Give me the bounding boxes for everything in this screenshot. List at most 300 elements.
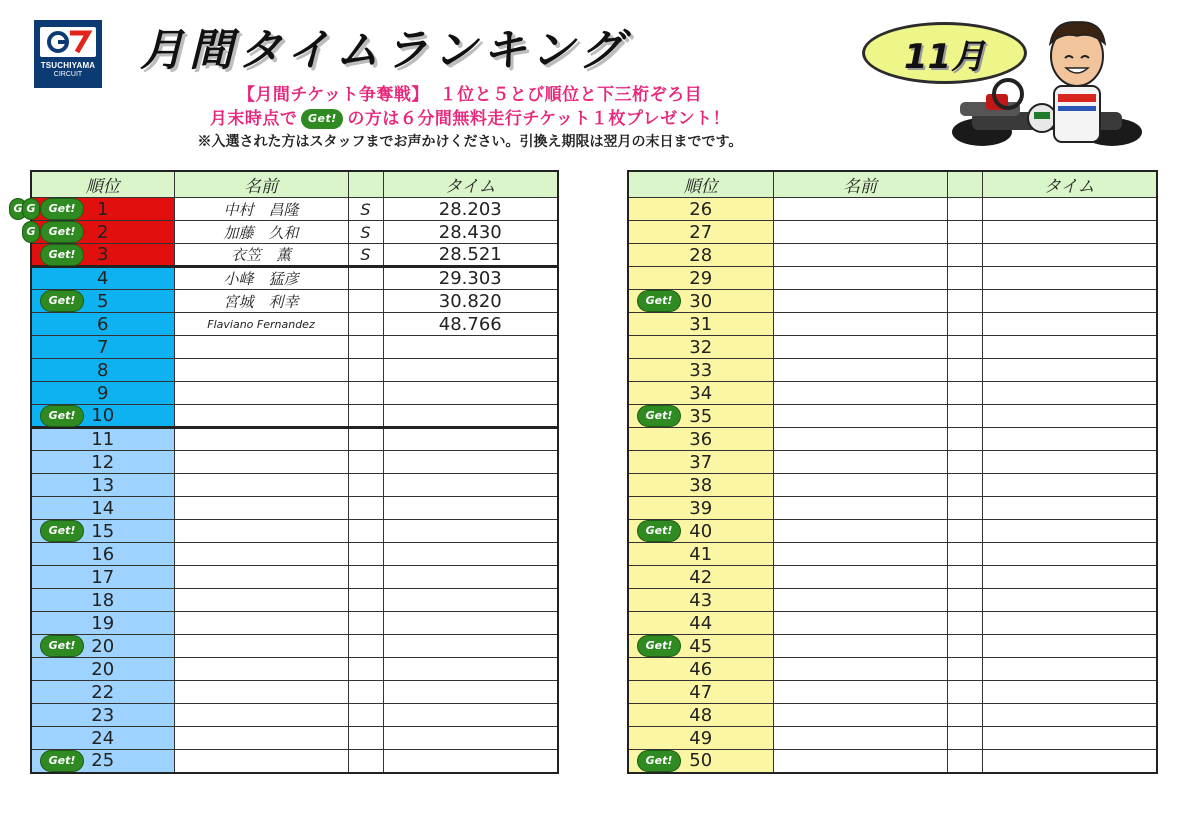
table-row [31,267,558,290]
driver-name [174,474,348,497]
table-row [31,566,558,589]
lap-time [383,658,558,681]
campaign-notice: 【月間チケット争奪戦】 １位と５とび順位と下三桁ぞろ目 [237,85,703,105]
rank-number: 5 [97,290,109,312]
rank-cell [628,313,773,336]
lap-time [982,635,1157,658]
rank-cell [628,428,773,451]
rank-cell [628,221,773,244]
driver-class [947,336,982,359]
rank-number: 40 [689,520,713,542]
table-row [628,727,1157,750]
driver-class [947,359,982,382]
rank-number: 26 [689,198,713,220]
rank-cell [31,589,174,612]
driver-name [174,681,348,704]
driver-name: 加藤 久和 [174,221,348,244]
get-badge-icon: Get! [638,406,680,426]
lap-time [982,313,1157,336]
driver-class [348,566,383,589]
rank-number: 19 [91,612,115,634]
rank-number: 39 [689,497,713,519]
driver-class [947,221,982,244]
table-row [31,727,558,750]
lap-time [383,497,558,520]
driver-name [773,290,947,313]
driver-name [174,750,348,773]
driver-class [947,750,982,773]
rank-number: 33 [689,359,713,381]
table-row [628,382,1157,405]
get-badge-icon: Get! [638,751,680,771]
table-row [628,451,1157,474]
rank-cell [31,267,174,290]
rank-number: 29 [689,267,713,289]
header-rank: 順位 [628,171,773,198]
rank-number: 35 [689,405,713,427]
rank-number: 6 [97,313,109,335]
rank-number: 7 [97,336,109,358]
driver-class [348,313,383,336]
rank-cell [31,405,174,428]
table-row [628,589,1157,612]
rank-cell [31,336,174,359]
lap-time [383,336,558,359]
driver-class [947,497,982,520]
rank-cell [628,198,773,221]
rank-number: 50 [689,750,713,772]
table-header-row [31,171,558,198]
rank-number: 17 [91,566,115,588]
driver-name [773,727,947,750]
lap-time: 28.521 [383,244,558,267]
rank-cell [628,566,773,589]
rank-number: 42 [689,566,713,588]
driver-class [348,405,383,428]
rank-number: 4 [97,268,109,289]
driver-class [947,635,982,658]
lap-time [982,612,1157,635]
lap-time [383,589,558,612]
table-row [628,290,1157,313]
driver-name [174,612,348,635]
table-row [31,589,558,612]
table-row [628,313,1157,336]
get-badge-icon: Get! [41,222,83,242]
driver-class: S [348,221,383,244]
rank-cell [31,727,174,750]
get-badge-icon: Get! [41,751,83,771]
rank-cell [31,474,174,497]
table-row [31,359,558,382]
driver-name [773,750,947,773]
driver-name [773,336,947,359]
table-row [628,336,1157,359]
lap-time [982,566,1157,589]
table-row [628,497,1157,520]
rank-cell [628,290,773,313]
rank-cell [628,244,773,267]
lap-time [982,750,1157,773]
driver-class [348,428,383,451]
driver-class [947,566,982,589]
lap-time [383,681,558,704]
driver-name [773,267,947,290]
rank-cell [628,750,773,773]
table-row [31,451,558,474]
driver-class [947,612,982,635]
rank-number: 2 [97,221,109,243]
driver-class: S [348,198,383,221]
driver-class: S [348,244,383,267]
driver-class [348,543,383,566]
driver-name [174,405,348,428]
driver-name [174,658,348,681]
rank-number: 48 [689,704,713,726]
driver-name: 宮城 利幸 [174,290,348,313]
table-row [31,635,558,658]
table-row [31,612,558,635]
lap-time [982,198,1157,221]
prize-notice-post: の方は６分間無料走行チケット１枚プレゼント！ [347,109,731,129]
header-rank: 順位 [31,171,174,198]
driver-class [348,612,383,635]
rank-cell [628,382,773,405]
rank-cell [31,290,174,313]
rank-cell [628,681,773,704]
rank-cell [31,244,174,267]
table-row [31,428,558,451]
driver-class [947,727,982,750]
table-row [31,474,558,497]
table-row [628,520,1157,543]
lap-time [982,589,1157,612]
rank-number: 36 [689,428,713,450]
rank-number: 8 [97,359,109,381]
rank-cell [31,612,174,635]
table-row [628,612,1157,635]
driver-class [947,382,982,405]
rank-number: 46 [689,658,713,680]
driver-name [773,198,947,221]
driver-name: Flaviano Fernandez [174,313,348,336]
driver-class [947,520,982,543]
driver-class [348,681,383,704]
lap-time [982,704,1157,727]
rank-number: 34 [689,382,713,404]
rank-cell [31,750,174,773]
lap-time: 30.820 [383,290,558,313]
rank-number: 38 [689,474,713,496]
get-badge-icon: Get! [41,291,83,311]
lap-time [383,704,558,727]
rank-cell [31,359,174,382]
rank-cell [628,497,773,520]
lap-time [383,750,558,773]
driver-class [947,704,982,727]
header-class [947,171,982,198]
table-row [628,704,1157,727]
lap-time [982,474,1157,497]
driver-class [947,290,982,313]
driver-class [947,244,982,267]
table-row [628,543,1157,566]
rank-number: 23 [91,704,115,726]
driver-class [348,382,383,405]
prize-notice-pre: 月末時点で [209,109,298,129]
g-badge-icon: G [23,222,39,242]
rank-cell [31,497,174,520]
lap-time [982,727,1157,750]
driver-class [947,658,982,681]
rank-number: 28 [689,244,713,266]
table-row [31,290,558,313]
ranking-table-left [13,170,559,774]
lap-time: 28.430 [383,221,558,244]
lap-time [383,612,558,635]
rank-number: 45 [689,635,713,657]
driver-name [773,589,947,612]
header-class [348,171,383,198]
driver-name [773,681,947,704]
rank-number: 10 [91,405,115,426]
rank-cell [628,704,773,727]
table-row [628,221,1157,244]
rank-cell [31,681,174,704]
driver-name [174,589,348,612]
page-title: 月間タイムランキング [140,25,628,76]
lap-time [982,543,1157,566]
table-row [31,704,558,727]
rank-cell [31,428,174,451]
table-row [628,635,1157,658]
driver-name [174,497,348,520]
table-row [31,244,558,267]
rank-number: 32 [689,336,713,358]
driver-class [947,313,982,336]
rank-number: 9 [97,382,109,404]
ranking-table-right [627,170,1158,774]
rank-number: 14 [91,497,115,519]
lap-time [383,566,558,589]
driver-class [348,635,383,658]
table-row [31,382,558,405]
driver-name [773,474,947,497]
driver-name [773,405,947,428]
rank-cell [628,474,773,497]
driver-class [348,497,383,520]
rank-cell [628,612,773,635]
get-badge-icon: Get! [41,521,83,541]
rank-cell [628,589,773,612]
month-badge: 11月 [862,22,1027,84]
driver-name [174,727,348,750]
rank-cell [628,543,773,566]
table-row [628,267,1157,290]
driver-class [947,681,982,704]
rank-cell [628,727,773,750]
rank-cell [628,635,773,658]
driver-class [348,290,383,313]
circuit-logo [34,20,102,88]
get-badge-icon: Get! [41,245,83,265]
g-badge-icon: G [23,199,39,219]
driver-name [174,382,348,405]
lap-time: 29.303 [383,267,558,290]
driver-name [773,428,947,451]
table-row [31,658,558,681]
driver-name [174,451,348,474]
driver-name [773,497,947,520]
rank-number: 20 [91,635,115,657]
get-badge-icon: Get! [41,406,83,426]
driver-name [174,359,348,382]
rank-cell [628,405,773,428]
driver-mascot-icon [942,14,1152,154]
rank-cell [628,451,773,474]
header-name: 名前 [174,171,348,198]
table-row [31,543,558,566]
lap-time [982,382,1157,405]
table-row [628,681,1157,704]
driver-class [947,405,982,428]
lap-time [982,681,1157,704]
rank-cell [628,336,773,359]
rank-cell [31,704,174,727]
logo-subname: CIRCUIT [53,71,83,78]
driver-name: 衣笠 薫 [174,244,348,267]
driver-name [773,520,947,543]
rank-number: 47 [689,681,713,703]
table-row [628,359,1157,382]
lap-time [982,405,1157,428]
lap-time [383,543,558,566]
driver-name [773,704,947,727]
driver-class [947,198,982,221]
g-badge-icon: G [10,199,26,219]
driver-name [174,543,348,566]
table-row [31,198,558,221]
lap-time: 48.766 [383,313,558,336]
driver-name: 中村 昌隆 [174,198,348,221]
driver-class [947,267,982,290]
rank-cell [31,566,174,589]
rank-cell [31,382,174,405]
rank-cell [628,520,773,543]
driver-name: 小峰 猛彦 [174,267,348,290]
get-badge-icon: Get! [638,636,680,656]
lap-time [383,635,558,658]
rank-number: 49 [689,727,713,749]
get-badge-icon: Get! [301,109,343,129]
rank-number: 24 [91,727,115,749]
driver-name [174,566,348,589]
prize-notice [0,104,940,129]
driver-name [174,520,348,543]
rank-number: 25 [91,750,115,772]
driver-class [947,474,982,497]
table-row [628,428,1157,451]
driver-name [773,244,947,267]
table-row [628,198,1157,221]
rank-cell [31,635,174,658]
lap-time [982,221,1157,244]
header-name: 名前 [773,171,947,198]
table-header-row [628,171,1157,198]
table-row [31,405,558,428]
table-row [628,244,1157,267]
lap-time [383,359,558,382]
lap-time [982,428,1157,451]
driver-name [174,336,348,359]
driver-name [773,635,947,658]
rank-cell [13,198,174,221]
rank-number: 18 [91,589,115,611]
lap-time [383,474,558,497]
driver-name [773,566,947,589]
driver-class [947,589,982,612]
lap-time [982,290,1157,313]
rank-cell [31,543,174,566]
driver-class [947,428,982,451]
redeem-notice: ※入選された方はスタッフまでお声かけください。引換え期限は翌月の末日までです。 [197,134,743,150]
driver-name [174,635,348,658]
table-row [628,658,1157,681]
rank-number: 3 [97,244,109,265]
driver-class [348,750,383,773]
driver-class [947,451,982,474]
driver-class [348,451,383,474]
rank-number: 37 [689,451,713,473]
driver-class [348,589,383,612]
rank-number: 44 [689,612,713,634]
table-row [31,221,558,244]
header-time: タイム [982,171,1157,198]
driver-name [773,359,947,382]
get-badge-icon: Get! [41,199,83,219]
table-row [628,750,1157,773]
rank-number: 11 [91,429,115,450]
table-row [31,681,558,704]
table-row [628,566,1157,589]
lap-time [982,359,1157,382]
header-time: タイム [383,171,558,198]
lap-time [982,520,1157,543]
table-row [31,750,558,773]
driver-name [773,543,947,566]
rank-cell [31,658,174,681]
lap-time [383,727,558,750]
rank-cell [628,658,773,681]
lap-time: 28.203 [383,198,558,221]
table-row [31,520,558,543]
lap-time [982,451,1157,474]
rank-cell [26,221,174,244]
lap-time [982,497,1157,520]
driver-name [773,658,947,681]
table-row [31,313,558,336]
get-badge-icon: Get! [638,291,680,311]
rank-number: 27 [689,221,713,243]
driver-name [174,428,348,451]
rank-number: 30 [689,290,713,312]
rank-number: 31 [689,313,713,335]
lap-time [982,267,1157,290]
table-row [31,497,558,520]
driver-class [947,543,982,566]
driver-name [773,313,947,336]
table-row [628,405,1157,428]
